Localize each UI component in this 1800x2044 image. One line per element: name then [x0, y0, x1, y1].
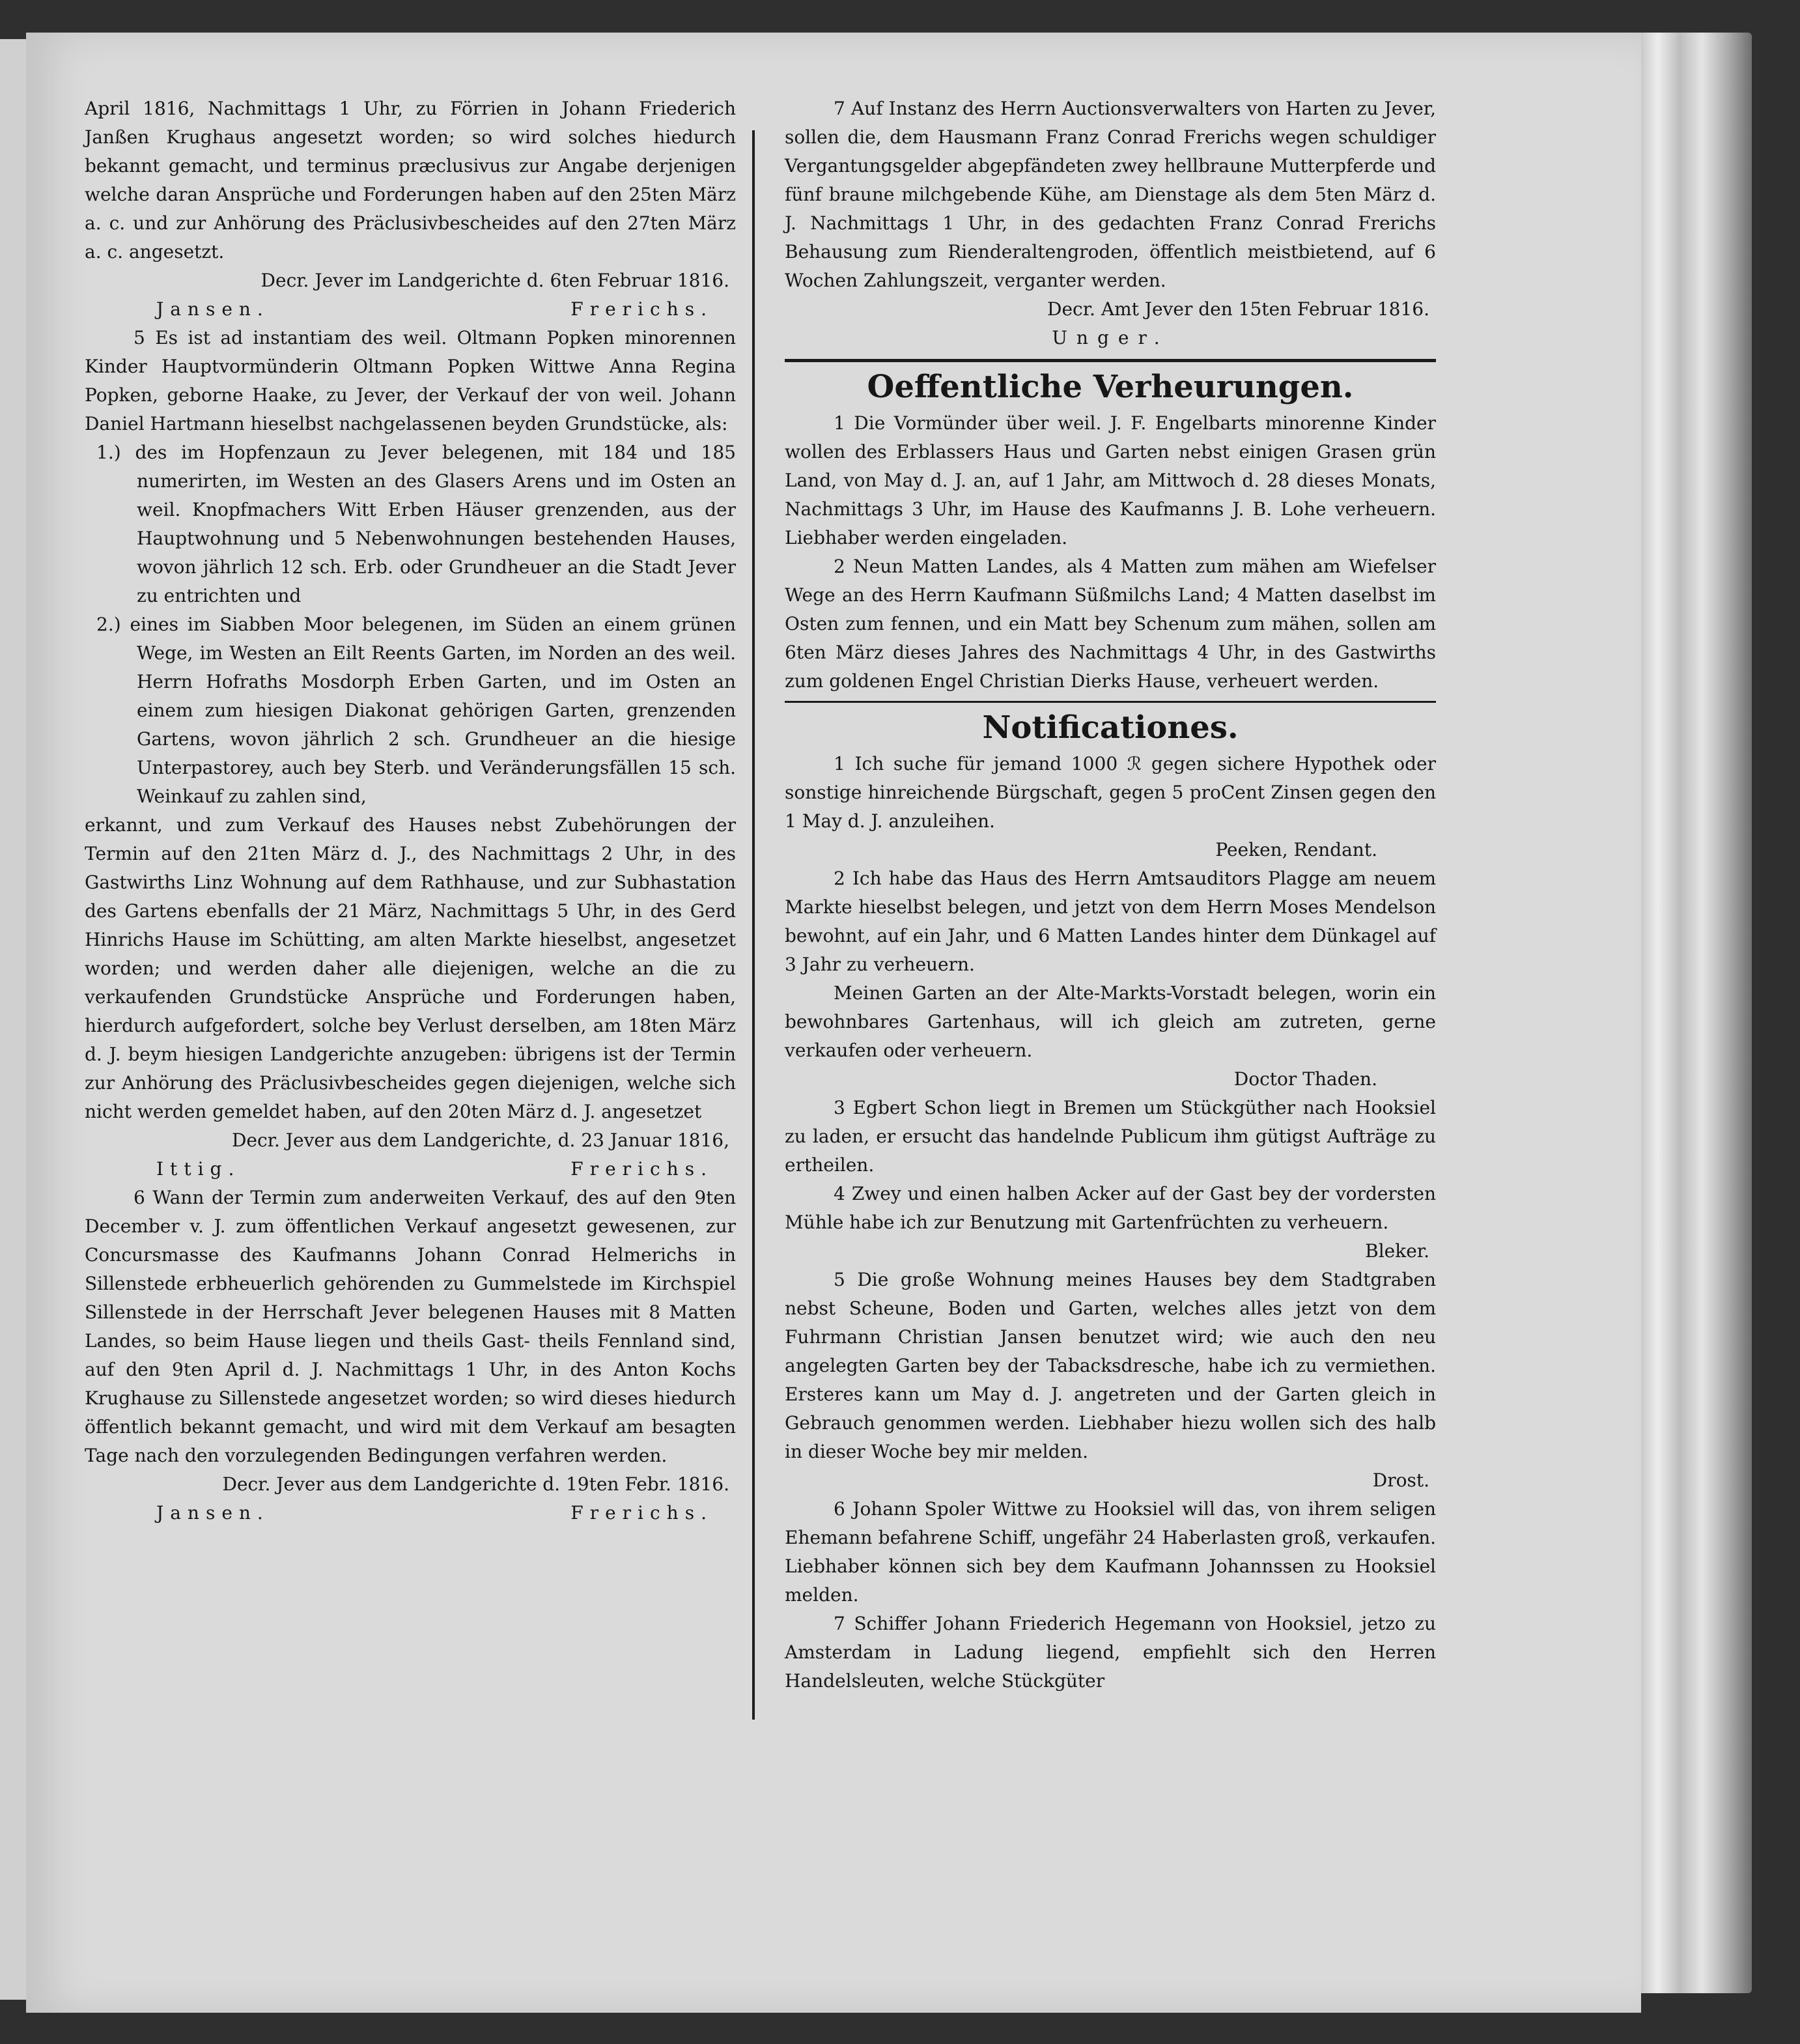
- column-divider: [752, 130, 755, 1720]
- notification-7: 7 Schiffer Johann Friederich Hegemann von Hooksiel, jetzo zu Amsterdam in Ladung liegend, empfiehlt sich den Herren Handelsleuten, welche Stückgüter: [785, 1613, 1436, 1692]
- notice-6: 6 Wann der Termin zum anderweiten Verkauf, des auf den 9ten December v. J. zum öffentlichen Verkauf angesetzt gewesenen, zur Concursmasse des Kaufmanns Johann Conrad Helmerichs in Sillenstede erbheuerlich gehörenden zu Gummelstede im Kirchspiel Sillenstede in der Herrschaft Jever belegenen Hauses mit 8 Matten Landes, so beim Hause liegen und theils Gast- theils Fennland sind, auf den 9ten April d. J. Nachmittags 1 Uhr, in des Anton Kochs Krughause zu Sillenstede angesetzet worden; so wird dieses hiedurch öffentlich bekannt gemacht, und wird mit dem Verkauf am besagten Tage nach den vorzulegenden Bedingungen verfahren werden.: [85, 1187, 736, 1466]
- section-rule: [785, 701, 1436, 703]
- notification-2b: Meinen Garten an der Alte-Markts-Vorstadt belegen, worin ein bewohnbares Gartenhaus, will ich gleich am zutreten, gerne verkaufen oder verheuern.: [785, 982, 1436, 1061]
- notification-6: 6 Johann Spoler Wittwe zu Hooksiel will das, von ihrem seligen Ehemann befahrene Schiff, ungefähr 24 Haberlasten groß, verkaufen. Liebhaber können sich bey dem Kaufmann Johannssen zu Hooksiel melden.: [785, 1498, 1436, 1606]
- right-column: [785, 94, 1436, 1696]
- signature-name: Ittig.: [156, 1158, 241, 1180]
- notice-5-body: erkannt, und zum Verkauf des Hauses nebst Zubehörungen der Termin auf den 21ten März d. J., des Nachmittags 2 Uhr, in des Gastwirths Linz Wohnung auf dem Rathhause, und zur Subhastation des Gartens ebenfalls der 21 März, Nachmittags 5 Uhr, in des Gerd Hinrichs Hause im Schütting, am alten Markte hieselbst, angesetzet worden; und werden daher alle diejenigen, welche an die zu verkaufenden Grundstücke Ansprüche und Forderungen haben, hierdurch aufgefordert, solche bey Verlust derselben, am 18ten März d. J. beym hiesigen Landgerichte anzugeben: übrigens ist der Termin zur Anhörung des Präclusivbescheides gegen diejenigen, welche sich nicht werden gemeldet haben, auf den 20ten März d. J. angesetzet: [85, 814, 736, 1122]
- signature-name: Jansen.: [156, 1502, 270, 1524]
- section-rule: [785, 359, 1436, 362]
- rental-notice-1: 1 Die Vormünder über weil. J. F. Engelbarts minorenne Kinder wollen des Erblassers Haus und Garten nebst einigen Grasen grün Land, von May d. J. an, auf 1 Jahr, am Mittwoch d. 28 dieses Monats, Nachmittags 3 Uhr, im Hause des Kaufmanns J. B. Lohe verheuern. Liebhaber werden eingeladen.: [785, 412, 1436, 548]
- signature-name: Drost.: [1372, 1469, 1429, 1491]
- signature-name: Peeken, Rendant.: [1215, 839, 1377, 860]
- signature-name: Jansen.: [156, 298, 270, 320]
- notification-5: 5 Die große Wohnung meines Hauses bey dem Stadtgraben nebst Scheune, Boden und Garten, welches alles jetzt von dem Fuhrmann Christian Jansen benutzet wird; wie auch den neu angelegten Garten bey der Tabacksdresche, habe ich zu vermiethen. Ersteres kann um May d. J. angetreten und der Garten gleich in Gebrauch genommen werden. Liebhaber hiezu wollen sich des halb in dieser Woche bey mir melden.: [785, 1269, 1436, 1462]
- newspaper-page: [26, 33, 1641, 2013]
- signature-name: Frerichs.: [570, 298, 713, 320]
- decree-line: Decr. Jever aus dem Landgerichte, d. 23 Januar 1816,: [231, 1129, 729, 1151]
- notification-2: 2 Ich habe das Haus des Herrn Amtsauditors Plagge am neuem Markte hieselbst belegen, und jetzt von dem Herrn Moses Mendelson bewohnt, auf ein Jahr, und 6 Matten Landes hinter dem Dünkagel auf 3 Jahr zu verheuern.: [785, 868, 1436, 975]
- signatures: [85, 295, 736, 324]
- signatures: [85, 1155, 736, 1184]
- book-page-edges: [1641, 33, 1752, 1993]
- signatures: [85, 1499, 736, 1527]
- decree-line: Decr. Jever aus dem Landgerichte d. 19ten Febr. 1816.: [222, 1473, 729, 1495]
- signature-name: Frerichs.: [570, 1158, 713, 1180]
- notification-3: 3 Egbert Schon liegt in Bremen um Stückgüther nach Hooksiel zu laden, er ersucht das handelnde Publicum ihm gütigst Aufträge zu ertheilen.: [785, 1097, 1436, 1176]
- rental-notice-2: 2 Neun Matten Landes, als 4 Matten zum mähen am Wiefelser Wege an des Herrn Kaufmann Süßmilchs Land; 4 Matten daselbst im Osten zum fennen, und ein Matt bey Schenum zum mähen, sollen am 6ten März dieses Jahres des Nachmittags 4 Uhr, in des Gastwirths zum goldenen Engel Christian Dierks Hause, verheuert werden.: [785, 556, 1436, 692]
- continued-notice: April 1816, Nachmittags 1 Uhr, zu Förrien in Johann Friederich Janßen Krughaus angesetzt worden; so wird solches hiedurch bekannt gemacht, und terminus præclusivus zur Angabe derjenigen welche daran Ansprüche und Forderungen haben auf den 25ten März a. c. und zur Anhörung des Präclusivbescheides auf den 27ten März a. c. angesetzt.: [85, 98, 736, 263]
- section-heading: Notificationes.: [982, 709, 1239, 746]
- signature-name: Unger.: [1052, 327, 1169, 348]
- signature-name: Frerichs.: [570, 1502, 713, 1524]
- decree-line: Decr. Jever im Landgerichte d. 6ten Februar 1816.: [260, 270, 729, 291]
- previous-page-edge: [0, 39, 26, 2000]
- signature-name: Bleker.: [1365, 1240, 1429, 1262]
- decree-line: Decr. Amt Jever den 15ten Februar 1816.: [1047, 298, 1429, 320]
- notification-1: 1 Ich suche für jemand 1000 ℛ gegen sichere Hypothek oder sonstige hinreichende Bürgschaft, gegen 5 proCent Zinsen gegen den 1 May d. J. anzuleihen.: [785, 753, 1436, 832]
- notice-5-item-2: 2.) eines im Siabben Moor belegenen, im Süden an einem grünen Wege, im Westen an Eilt Reents Garten, im Norden an des weil. Herrn Hofraths Mosdorph Erben Garten, und im Osten an einem zum hiesigen Diakonat gehörigen Garten, grenzenden Gartens, wovon jährlich 2 sch. Grundheuer an die hiesige Unterpastorey, auch bey Sterb. und Veränderungsfällen 15 sch. Weinkauf zu zahlen sind,: [96, 614, 736, 807]
- signature-name: Doctor Thaden.: [1233, 1068, 1377, 1090]
- section-heading: Oeffentliche Verheurungen.: [867, 369, 1354, 405]
- left-column: [85, 94, 736, 1527]
- notice-5-item-1: 1.) des im Hopfenzaun zu Jever belegenen, mit 184 und 185 numerirten, im Westen an des Glasers Arens und im Osten an weil. Knopfmachers Witt Erben Häuser grenzenden, aus der Hauptwohnung und 5 Nebenwohnungen bestehenden Hauses, wovon jährlich 12 sch. Erb. oder Grundheuer an die Stadt Jever zu entrichten und: [96, 442, 736, 606]
- notice-7: 7 Auf Instanz des Herrn Auctionsverwalters von Harten zu Jever, sollen die, dem Hausmann Franz Conrad Frerichs wegen schuldiger Vergantungsgelder abgepfändeten zwey hellbraune Mutterpferde und fünf braune milchgebende Kühe, am Dienstage als dem 5ten März d. J. Nachmittags 1 Uhr, in des gedachten Franz Conrad Frerichs Behausung zum Rienderaltengroden, öffentlich meistbietend, auf 6 Wochen Zahlungszeit, verganter werden.: [785, 98, 1436, 291]
- notice-5-intro: 5 Es ist ad instantiam des weil. Oltmann Popken minorennen Kinder Hauptvormünderin Oltmann Popken Wittwe Anna Regina Popken, geborne Haake, zu Jever, der Verkauf der von weil. Johann Daniel Hartmann hieselbst nachgelassenen beyden Grundstücke, als:: [85, 327, 736, 434]
- notification-4: 4 Zwey und einen halben Acker auf der Gast bey der vordersten Mühle habe ich zur Benutzung mit Gartenfrüchten zu verheuern.: [785, 1183, 1436, 1233]
